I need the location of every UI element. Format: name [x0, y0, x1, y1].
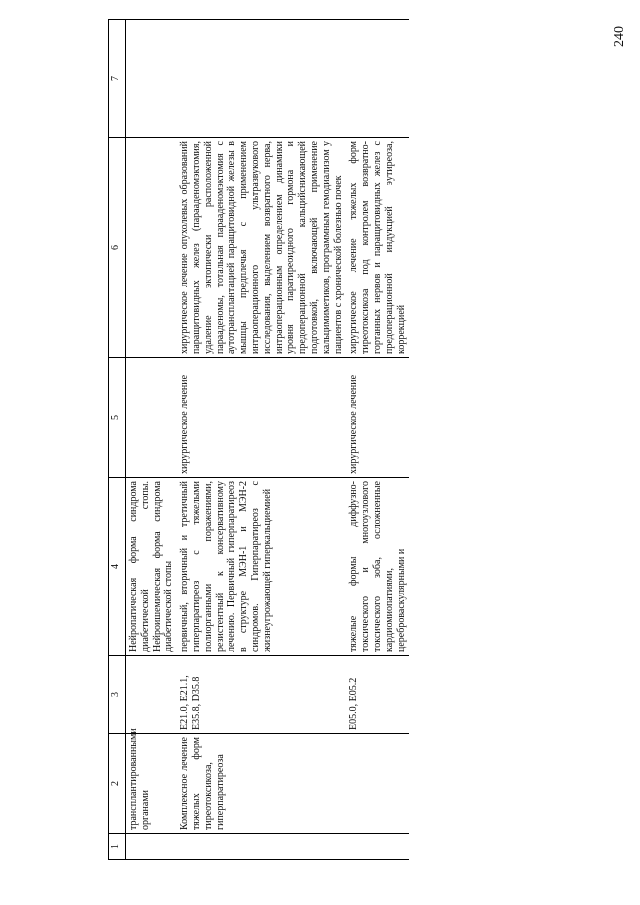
table-cell [177, 834, 346, 860]
table-cell: Нейропатическая форма синдрома диабетической стопы. Нейроишемическая форма синдрома диабетической стопы [126, 478, 178, 656]
table-cell [126, 358, 178, 478]
table-cell: первичный, вторичный и третичный гиперпаратиреоз с тяжелыми полиорганными поражениями, резистентный к консервативному лечению. Первичный гиперпаратиреоз в структуре МЭН-1 и МЭН-2 синдромов. Гиперпаратиреоз с жизнеугрожающей гиперкальциемией [177, 478, 346, 656]
table-cell [346, 834, 409, 860]
table-cell: хирургическое лечение [177, 358, 346, 478]
table-cell: трансплантированными органами [126, 734, 178, 834]
table-header-row [109, 20, 126, 860]
column-header: 4 [109, 478, 126, 656]
table-cell: тяжелые формы диффузно-токсического и многоузлового токсического зоба, осложненные кардиомиопатиями, цереброваскулярными и [346, 478, 409, 656]
table-cell: хирургическое лечение тяжелых форм тиреотоксикоза под контролем возвратно-гортанных нервов и паращитовидных желез с предоперационной индукцией эутиреоза, коррекцией [346, 138, 409, 358]
table-cell [126, 834, 178, 860]
table-row [346, 20, 409, 860]
medical-care-table [108, 19, 409, 860]
table-cell [126, 656, 178, 734]
column-header: 2 [109, 734, 126, 834]
table-cell: хирургическое лечение [346, 358, 409, 478]
table-cell [177, 20, 346, 138]
table-cell [126, 138, 178, 358]
column-header: 6 [109, 138, 126, 358]
table-row [177, 20, 346, 860]
table-cell: E21.0, E21.1, E35.8, D35.8 [177, 656, 346, 734]
table-cell [346, 20, 409, 138]
table-row [126, 20, 178, 860]
table-cell: Комплексное лечение тяжелых форм тиреотоксикоза, гиперпаратиреоза [177, 734, 346, 834]
column-header: 7 [109, 20, 126, 138]
rotated-table-container [108, 20, 628, 860]
table-cell [126, 20, 178, 138]
column-header: 5 [109, 358, 126, 478]
table-cell: хирургическое лечение опухолевых образований паращитовидных желез (парааденомэктомия, удаление эктопически расположенной парааденомы, тотальная парааденомэктомия с аутотрансплантацией паращитовидной железы в мышцы предплечья с применением интраоперационного ультразвукового исследования, выделением возвратного нерва, интраоперационным определением динамики уровня паратиреоидного гормона и предоперационной кальцийснижающей подготовкой, включающей применение кальцимиметиков, программным гемодиализом у пациентов с хронической болезнью почек [177, 138, 346, 358]
column-header: 1 [109, 834, 126, 860]
column-header: 3 [109, 656, 126, 734]
page-number: 240 [612, 26, 627, 47]
table-cell: E05.0, E05.2 [346, 656, 409, 734]
table-cell [346, 734, 409, 834]
